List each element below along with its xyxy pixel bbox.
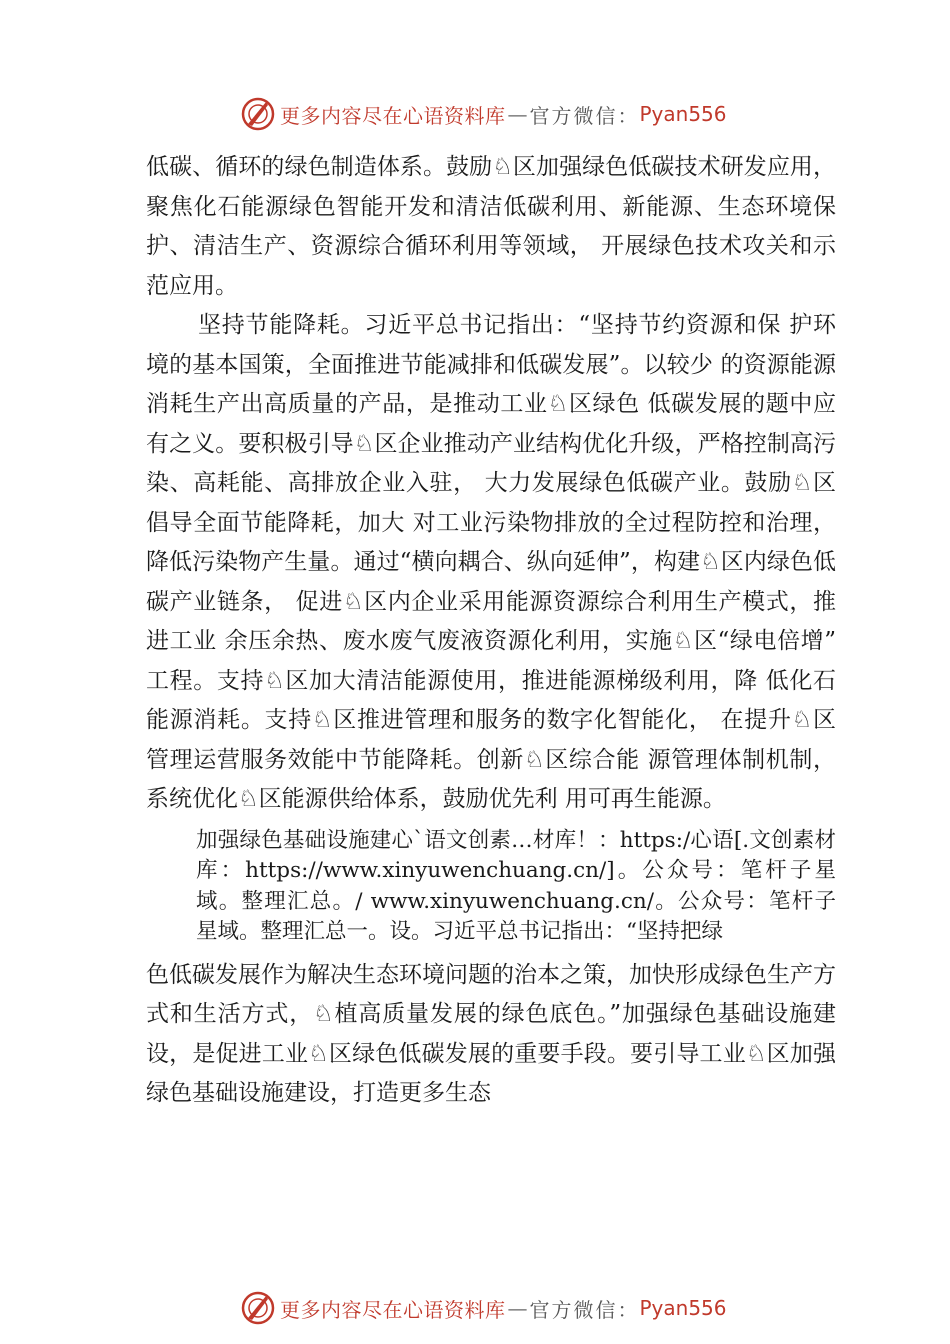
site-name: 更多内容尽在心语资料库 (280, 103, 506, 128)
paragraph-3-watermarked: 加强绿色基础设施建心`语文创素…材库！：https:/心语[.文创素材库：https://www.xinyuwenchuang.cn/]。公众号：笔杆子星域。整理汇总。/ www.xinyuwenchuang.cn/。公众号：笔杆子星域。整理汇总一。设。习近平总书记指出：“坚持把绿 (196, 827, 836, 944)
wechat-id: Pyan556 (639, 102, 727, 126)
document-body (146, 148, 836, 1114)
banner-dash: — (507, 102, 528, 126)
header-watermark-banner (240, 94, 760, 134)
site-name: 更多内容尽在心语资料库 (280, 1297, 506, 1322)
wechat-label: 官方微信： (529, 1297, 640, 1322)
brand-logo-icon (240, 96, 276, 132)
paragraph-2: 坚持节能降耗。习近平总书记指出：“坚持节约资源和保 护环境的基本国策，全面推进节能减排和低碳发展”。以较少 的资源能源消耗生产出高质量的产品，是推动工业♘区绿色 低碳发展的题中应有之义。要积极引导♘区企业推动产业结构优化升级，严格控制高污染、高耗能、高排放企业入驻， 大力发展绿色低碳产业。鼓励♘区倡导全面节能降耗，加大 对工业污染物排放的全过程防控和治理，降低污染物产生量。通过“横向耦合、纵向延伸”，构建♘区内绿色低碳产业链条， 促进♘区内企业采用能源资源综合利用生产模式，推进工业 余压余热、废水废气废液资源化利用，实施♘区“绿电倍增” 工程。支持♘区加大清洁能源使用，推进能源梯级利用，降 低化石能源消耗。支持♘区推进管理和服务的数字化智能化， 在提升♘区管理运营服务效能中节能降耗。创新♘区综合能 源管理体制机制，系统优化♘区能源供给体系，鼓励优先利 用可再生能源。 (146, 312, 836, 812)
wechat-id: Pyan556 (639, 1296, 727, 1320)
paragraph-4: 色低碳发展作为解决生态环境问题的治本之策，加快形成绿色生产方式和生活方式，♘植高质量发展的绿色底色。”加强绿色基础设施建设，是促进工业♘区绿色低碳发展的重要手段。要引导工业♘区加强绿色基础设施建设，打造更多生态 (146, 961, 836, 1106)
wechat-label: 官方微信： (529, 103, 640, 128)
banner-dash: — (507, 1296, 528, 1320)
brand-logo-icon (240, 1290, 276, 1326)
paragraph-1: 低碳、循环的绿色制造体系。鼓励♘区加强绿色低碳技术研发应用，聚焦化石能源绿色智能开发和清洁低碳利用、新能源、生态环境保护、清洁生产、资源综合循环利用等领域， 开展绿色技术攻关和示范应用。 (146, 154, 836, 299)
footer-watermark-banner (240, 1288, 760, 1328)
